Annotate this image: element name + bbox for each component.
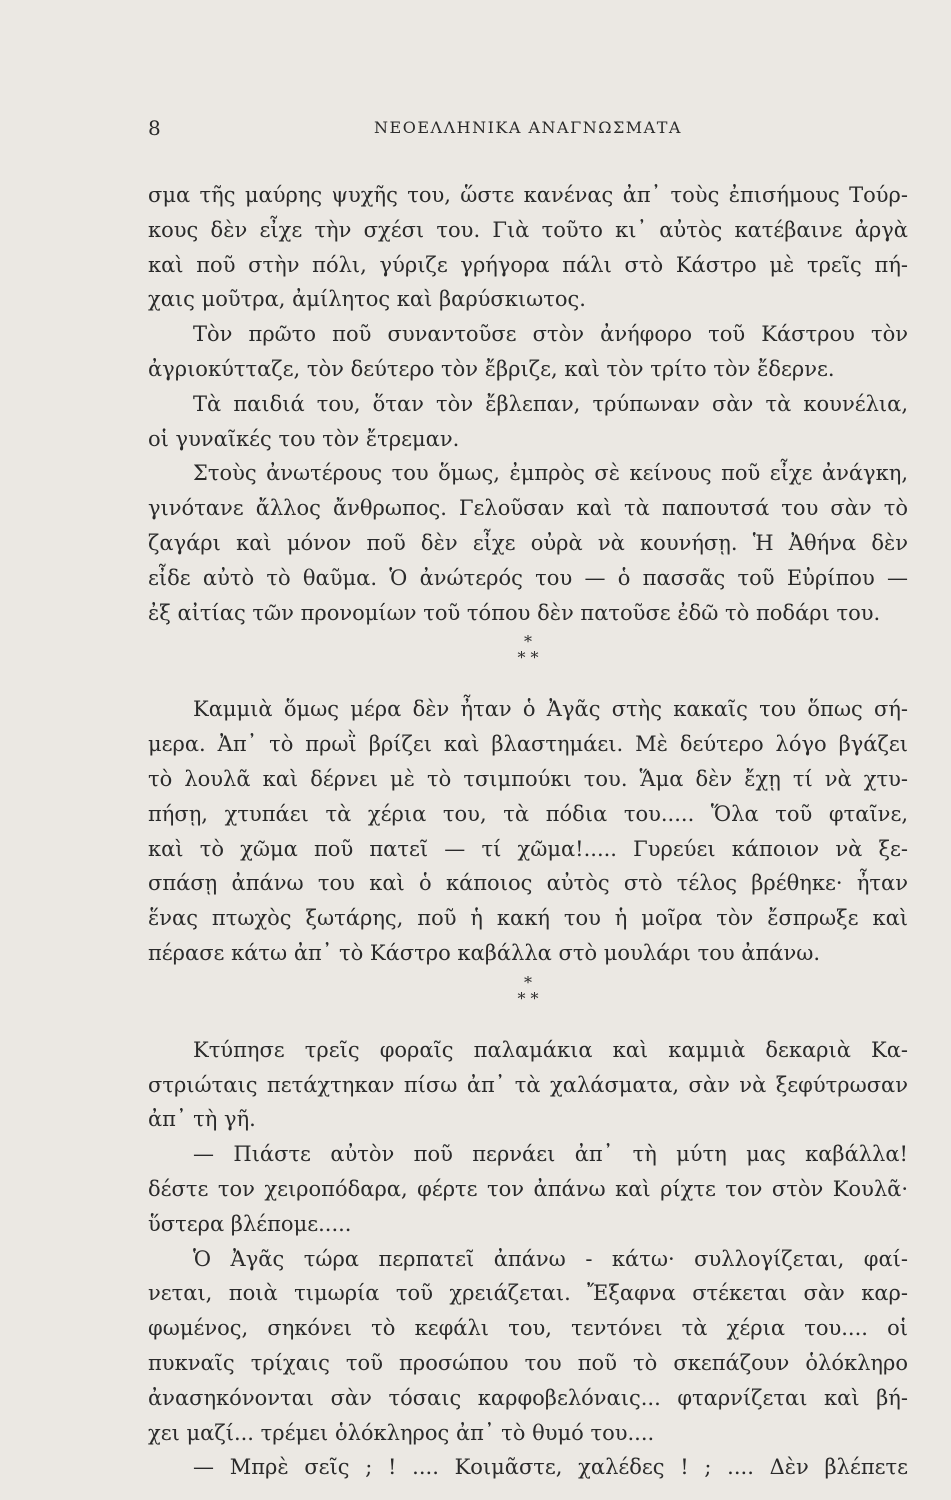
text-line: φωμένος, σηκόνει τὸ κεφάλι του, τεντόνει τὰ χέρια του.... οἱ xyxy=(148,1316,908,1341)
paragraph xyxy=(148,456,908,630)
separator-asterisk: * xyxy=(524,632,532,652)
text-line: μερα. Ἀπ᾽ τὸ πρωῒ βρίζει καὶ βλαστημάει. Μὲ δεύτερο λόγο βγάζει xyxy=(148,732,908,757)
text-line: καὶ ποῦ στὴν πόλι, γύριζε γρήγορα πάλι στὸ Κάστρο μὲ τρεῖς πή- xyxy=(148,252,908,277)
section-separator xyxy=(148,634,908,666)
text-line: στριώταις πετάχτηκαν πίσω ἀπ᾽ τὰ χαλάσματα, σὰν νὰ ξεφύτρωσαν xyxy=(148,1072,908,1097)
text-line: πυκναῖς τρίχαις τοῦ προσώπου του ποῦ τὸ σκεπάζουν ὁλόκληρο xyxy=(148,1350,908,1375)
text-line: Τὸν πρῶτο ποῦ συναντοῦσε στὸν ἀνήφορο τοῦ Κάστρου τὸν xyxy=(193,322,908,347)
text-line: Στοὺς ἀνωτέρους του ὅμως, ἐμπρὸς σὲ κείνους ποῦ εἶχε ἀνάγκη, xyxy=(193,461,908,486)
text-line: δέστε τον χειροπόδαρα, φέρτε τον ἀπάνω καὶ ρίχτε τον στὸν Κουλᾶ· xyxy=(148,1176,908,1201)
separator-asterisk: * xyxy=(524,972,532,992)
paragraph xyxy=(148,1033,908,1137)
text-line: οἱ γυναῖκές του τὸν ἔτρεμαν. xyxy=(148,426,460,451)
text-line: τὸ λουλᾶ καὶ δέρνει μὲ τὸ τσιμπούκι του. Ἅμα δὲν ἔχῃ τί νὰ χτυ- xyxy=(148,766,908,791)
section-separator xyxy=(148,972,908,1008)
text-line: ἕνας πτωχὸς ξωτάρης, ποῦ ἡ κακή του ἡ μοῖρα τὸν ἔσπρωξε καὶ xyxy=(148,906,908,931)
paragraph xyxy=(148,1450,908,1485)
text-line: — Μπρὲ σεῖς ; ! .... Κοιμᾶστε, χαλέδες ! ; .... Δὲν βλέπετε xyxy=(193,1455,908,1480)
text-line: εἶδε αὐτὸ τὸ θαῦμα. Ὁ ἀνώτερός του — ὁ πασσᾶς τοῦ Εὐρίπου — xyxy=(148,565,908,590)
text-line: ἐξ αἰτίας τῶν προνομίων τοῦ τόπου δὲν πατοῦσε ἐδῶ τὸ ποδάρι του. xyxy=(148,600,881,625)
paragraph xyxy=(148,387,908,457)
text-line: γινότανε ἄλλος ἄνθρωπος. Γελοῦσαν καὶ τὰ παπουτσά του σὰν τὸ xyxy=(148,496,908,521)
text-line: σμα τῆς μαύρης ψυχῆς του, ὥστε κανένας ἀπ᾽ τοὺς ἐπισήμους Τούρ- xyxy=(148,183,908,207)
text-line: καὶ τὸ χῶμα ποῦ πατεῖ — τί χῶμα!..... Γυρεύει κάποιον νὰ ξε- xyxy=(148,836,908,861)
text-line: ἀγριοκύτταζε, τὸν δεύτερο τὸν ἔβριζε, καὶ τὸν τρίτο τὸν ἔδερνε. xyxy=(148,356,835,381)
paragraph xyxy=(148,178,908,317)
text-line: ἀπ᾽ τὴ γῆ. xyxy=(148,1107,256,1132)
text-line: Ὁ Ἀγᾶς τώρα περπατεῖ ἀπάνω - κάτω· συλλογίζεται, φαί- xyxy=(193,1246,908,1271)
spacer xyxy=(148,1007,908,1033)
paragraph xyxy=(148,317,908,387)
text-line: κους δὲν εἶχε τὴν σχέσι του. Γιὰ τοῦτο κι᾽ αὐτὸς κατέβαινε ἀργὰ xyxy=(148,217,908,242)
text-line: Καμμιὰ ὅμως μέρα δὲν ἦταν ὁ Ἀγᾶς στὴς κακαῖς του ὅπως σή- xyxy=(193,697,908,722)
page-body xyxy=(148,178,908,1485)
text-line: χει μαζί... τρέμει ὁλόκληρος ἀπ᾽ τὸ θυμό του.... xyxy=(148,1420,655,1445)
paragraph xyxy=(148,1242,908,1451)
text-line: πήσῃ, χτυπάει τὰ χέρια του, τὰ πόδια του..... Ὅλα τοῦ φταῖνε, xyxy=(148,801,908,826)
text-line: Κτύπησε τρεῖς φοραῖς παλαμάκια καὶ καμμιὰ δεκαριὰ Κα- xyxy=(193,1037,908,1062)
text-line: Τὰ παιδιά του, ὅταν τὸν ἔβλεπαν, τρύπωναν σὰν τὰ κουνέλια, xyxy=(193,391,908,416)
text-line: χαις μοῦτρα, ἀμίλητος καὶ βαρύσκιωτος. xyxy=(148,287,586,312)
separator-asterisks: * * xyxy=(517,648,539,668)
separator-asterisks: * * xyxy=(517,988,539,1008)
page-number: 8 xyxy=(148,116,161,140)
page-header xyxy=(148,116,908,146)
text-line: πέρασε κάτω ἀπ᾽ τὸ Κάστρο καβάλλα στὸ μουλάρι του ἀπάνω. xyxy=(148,940,821,965)
running-head: ΝΕΟΕΛΛΗΝΙΚΑ ΑΝΑΓΝΩΣΜΑΤΑ xyxy=(374,118,682,137)
text-line: ἀνασηκόνονται σὰν τόσαις καρφοβελόναις... φταρνίζεται καὶ βή- xyxy=(148,1385,908,1410)
spacer xyxy=(148,666,908,692)
paragraph xyxy=(148,1137,908,1241)
paragraph xyxy=(148,692,908,970)
text-line: νεται, ποιὰ τιμωρία τοῦ χρειάζεται. Ἔξαφνα στέκεται σὰν καρ- xyxy=(148,1281,908,1306)
text-line: — Πιάστε αὐτὸν ποῦ περνάει ἀπ᾽ τὴ μύτη μας καβάλλα! xyxy=(193,1142,908,1167)
text-line: σπάσῃ ἀπάνω του καὶ ὁ κάποιος αὐτὸς στὸ τέλος βρέθηκε· ἦταν xyxy=(148,871,908,896)
text-line: ζαγάρι καὶ μόνον ποῦ δὲν εἶχε οὐρὰ νὰ κουνήσῃ. Ἡ Ἀθήνα δὲν xyxy=(148,530,908,555)
text-line: ὕστερα βλέπομε..... xyxy=(148,1211,352,1236)
